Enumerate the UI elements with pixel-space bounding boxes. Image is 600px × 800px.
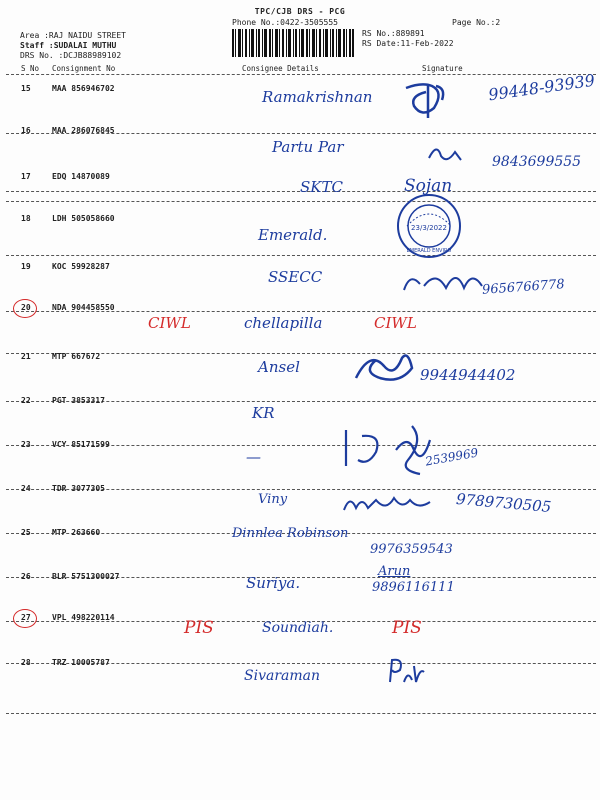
phone-note: 9944944402 [420, 366, 516, 384]
header-divider [6, 74, 596, 75]
consignment-number: NDA 904458550 [52, 303, 115, 312]
col-consignee: Consignee Details [242, 64, 319, 73]
consignment-number: LDH 505058660 [52, 214, 115, 223]
phone-note: 9896116111 [372, 580, 455, 595]
red-mark-left: CIWL [148, 314, 191, 332]
consignment-number: TRZ 10005787 [52, 658, 110, 667]
consignment-number: KOC 59928287 [52, 262, 110, 271]
consignee-name: Viny [258, 492, 288, 507]
consignment-number: PGT 3853317 [52, 396, 105, 405]
consignment-number: EDQ 14870089 [52, 172, 110, 181]
signature-scribble [400, 264, 490, 298]
row-sno: 20 [21, 303, 31, 312]
consignment-number: MTP 667672 [52, 352, 101, 361]
consignment-number: BLR 5751300027 [52, 572, 120, 581]
consignee-name: Ansel [258, 358, 300, 376]
rs-date: RS Date:11-Feb-2022 [362, 39, 454, 48]
row-sno: 15 [21, 84, 31, 93]
consignee-name: — [246, 448, 261, 466]
area-label: Area :RAJ NAIDU STREET [20, 31, 126, 40]
consignee-name: Dinnlea Robinson [232, 526, 349, 541]
doc-title: TPC/CJB DRS - PCG [254, 7, 346, 16]
phone-note: 9656766778 [481, 277, 566, 298]
signature-scribble [350, 348, 420, 388]
stamp-text: EMERALD ENVIRO [406, 248, 452, 254]
col-sno: S No [21, 64, 40, 73]
row-sno: 18 [21, 214, 31, 223]
phone-note: 99448-93939 [487, 70, 597, 105]
red-mark-right: PIS [392, 618, 422, 638]
consignment-number: TDR 3077305 [52, 484, 105, 493]
consignee-name: chellapilla [244, 314, 323, 332]
consignment-number: MAA 286076845 [52, 126, 115, 135]
row-sno: 25 [21, 528, 31, 537]
consignment-number: VPL 498220114 [52, 613, 115, 622]
stamp-date: 23/3/2022 [411, 224, 447, 232]
col-consignment: Consignment No [52, 64, 116, 73]
signature-scribble [340, 492, 436, 514]
signature-scribble [425, 140, 465, 166]
phone-note: 9789730505 [455, 489, 553, 517]
table-row [0, 650, 600, 708]
run-sheet-info [362, 29, 454, 49]
row-divider [6, 201, 596, 202]
consignee-name: SSECC [268, 268, 323, 286]
consignee-name: Soundiah. [262, 620, 334, 636]
barcode-image [232, 29, 354, 57]
row-sno: 16 [21, 126, 31, 135]
consignee-name: Emerald. [258, 226, 328, 244]
signature-scribble [402, 78, 460, 122]
signature-name: Sojan [404, 176, 453, 196]
signature-scribble [338, 420, 438, 476]
red-mark-left: PIS [184, 618, 214, 638]
row-sno: 28 [21, 658, 31, 667]
company-stamp [395, 192, 463, 260]
row-sno: 19 [21, 262, 31, 271]
signature-name: Arun [378, 564, 411, 579]
row-sno: 21 [21, 352, 31, 361]
consignment-number: MAA 856946702 [52, 84, 115, 93]
phone-note: 2539969 [424, 445, 480, 469]
row-sno: 27 [21, 613, 31, 622]
col-signature: Signature [422, 64, 463, 73]
consignment-number: MTP 263660 [52, 528, 101, 537]
delivery-info [20, 31, 126, 61]
consignee-name: SKTC [300, 178, 343, 196]
phone-number: Phone No.:0422-3505555 [232, 18, 338, 27]
staff-label: Staff :SUDALAI MUTHU [20, 41, 117, 50]
row-sno: 26 [21, 572, 31, 581]
red-mark-right: CIWL [374, 314, 417, 332]
row-sno: 22 [21, 396, 31, 405]
signature-scribble [386, 656, 426, 686]
consignee-name: Suriya. [246, 574, 301, 592]
drs-number: DRS No. :DCJB88989102 [20, 51, 122, 60]
row-divider [6, 713, 596, 714]
page-number: Page No.:2 [452, 18, 501, 27]
phone-note: 9843699555 [492, 154, 582, 170]
consignee-name: Sivaraman [244, 668, 321, 684]
consignee-name: Ramakrishnan [262, 88, 373, 106]
rs-number: RS No.:889891 [362, 29, 425, 38]
consignee-name: KR [252, 404, 275, 422]
phone-note: 9976359543 [370, 542, 453, 557]
row-sno: 24 [21, 484, 31, 493]
consignee-name: Partu Par [272, 138, 344, 156]
consignment-number: VCY 85171599 [52, 440, 110, 449]
row-sno: 17 [21, 172, 31, 181]
row-sno: 23 [21, 440, 31, 449]
